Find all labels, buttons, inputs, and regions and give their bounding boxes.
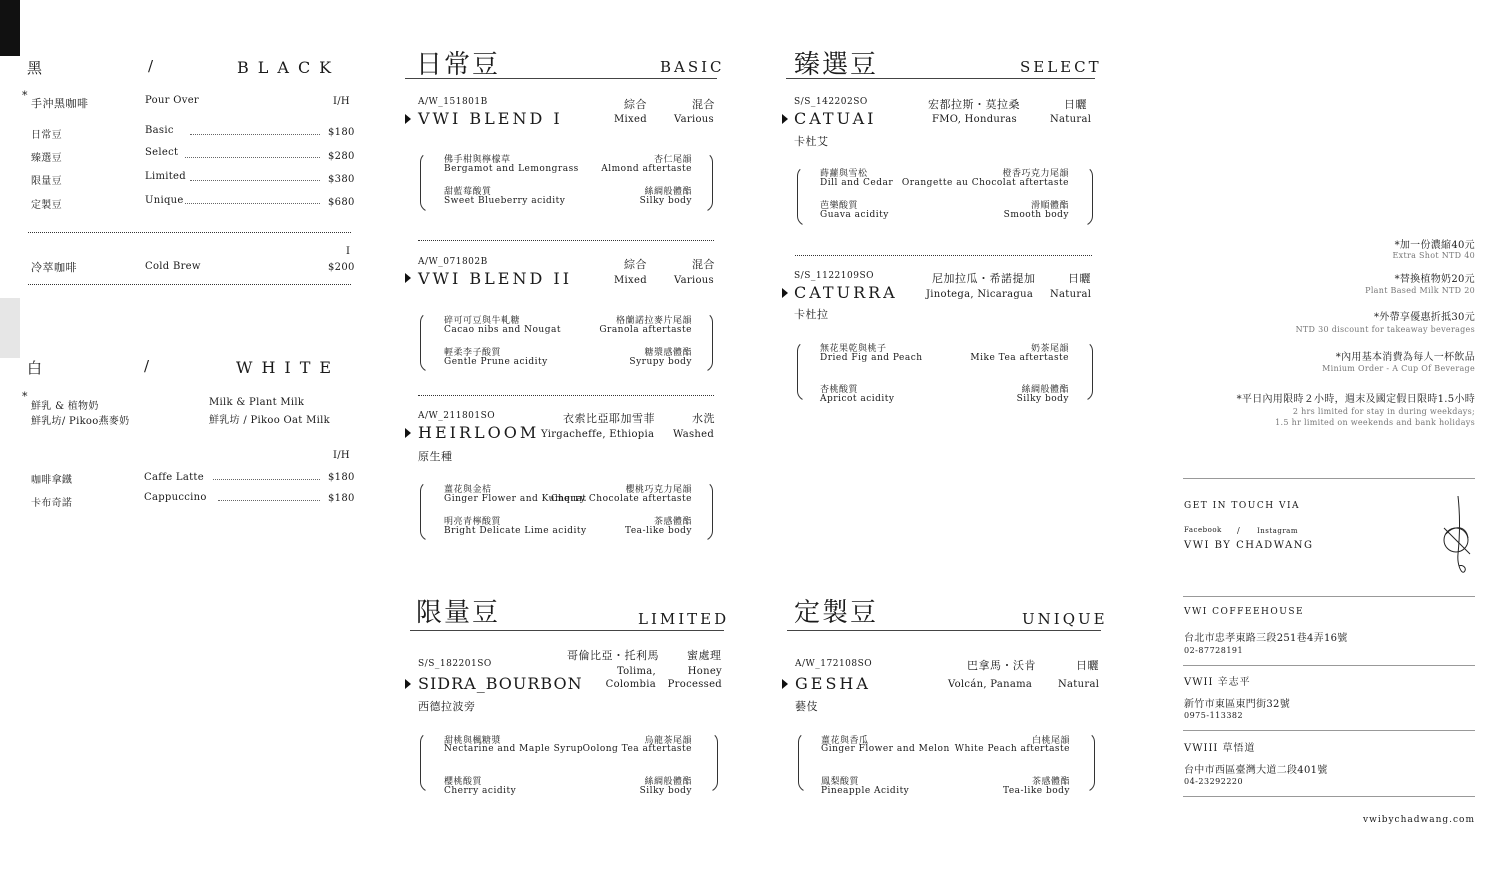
store-address: 新竹市東區東門街32號	[1184, 699, 1291, 710]
right-bracket	[1083, 341, 1093, 401]
menu-item-en: Cappuccino	[144, 492, 207, 503]
bean-origin-en: Mixed	[614, 114, 647, 125]
pour-star: *	[22, 89, 28, 102]
menu-item-en: Select	[145, 147, 179, 158]
website-link[interactable]: vwibychadwang.com	[1363, 815, 1475, 825]
note-en: Dried Fig and Peach	[820, 353, 923, 363]
note-en: Orangette au Chocolat aftertaste	[901, 178, 1069, 188]
menu-item-price: $680	[328, 197, 355, 208]
store-address: 台中市西區臺灣大道二段401號	[1184, 765, 1328, 776]
bean-origin-cn: 綜合	[624, 258, 647, 271]
note-en: Bright Delicate Lime acidity	[444, 526, 587, 536]
menu-item-price: $280	[328, 151, 355, 162]
pour-ih-label: I/H	[333, 96, 350, 107]
note-line-cn: *內用基本消費為每人一杯飲品	[1335, 352, 1475, 363]
bean-process-en2: Processed	[667, 679, 722, 690]
milk-option-cn2: 鮮乳坊/ Pikoo燕麥奶	[31, 416, 130, 427]
menu-item-price: $380	[328, 174, 355, 185]
bean-process-en: Natural	[1050, 114, 1092, 125]
select-title-en: SELECT	[1020, 58, 1102, 76]
divider	[28, 232, 351, 233]
note-en: Bergamot and Lemongrass	[444, 164, 579, 174]
note-line-en: Extra Shot NTD 40	[1392, 251, 1475, 260]
social-handle[interactable]: VWI BY CHADWANG	[1184, 540, 1314, 551]
note-line-cn: *加一份濃縮40元	[1394, 240, 1475, 251]
note-en: Nectarine and Maple Syrup	[444, 744, 584, 754]
left-bracket	[420, 152, 430, 212]
bean-name[interactable]: VWI BLEND I	[418, 109, 563, 128]
menu-item-en: Caffe Latte	[144, 472, 204, 483]
divider	[418, 395, 714, 396]
left-bracket	[798, 732, 808, 792]
bean-process-en: Various	[674, 275, 714, 286]
menu-item-cn: 限量豆	[31, 176, 62, 187]
note-en: Apricot acidity	[820, 394, 895, 404]
right-bracket	[703, 312, 713, 372]
menu-item-cn: 卡布奇諾	[31, 498, 73, 509]
menu-item-cn: 臻選豆	[31, 153, 62, 164]
bean-name[interactable]: HEIRLOOM	[418, 423, 540, 442]
note-en: Tea-like body	[625, 526, 692, 536]
bean-subtitle-cn: 卡杜拉	[794, 308, 829, 321]
cold-i-label: I	[346, 246, 351, 257]
bean-subtitle-cn: 西德拉波旁	[418, 700, 476, 713]
bean-name[interactable]: GESHA	[795, 674, 871, 693]
note-en: Pineapple Acidity	[821, 786, 910, 796]
bean-name[interactable]: CATUAI	[794, 109, 877, 128]
note-cn: 絲綢般體酯	[644, 187, 692, 197]
bean-process-cn: 混合	[692, 98, 715, 111]
bean-code: S/S_1122109SO	[794, 271, 874, 281]
note-cn: 橙香巧克力尾韻	[1002, 169, 1069, 179]
note-cn: 鳳梨酸質	[821, 777, 860, 787]
bean-subtitle-cn: 藝伎	[795, 700, 818, 713]
bean-process-cn: 日曬	[1076, 659, 1099, 672]
cold-brew-en: Cold Brew	[145, 261, 201, 272]
divider	[1183, 796, 1475, 797]
bean-process-en: Honey	[687, 666, 722, 677]
note-en: Sweet Blueberry acidity	[444, 196, 566, 206]
menu-item-cn: 咖啡拿鐵	[31, 475, 73, 486]
milk-option-cn: 鮮乳 & 植物奶	[31, 401, 99, 412]
bean-process-cn: 混合	[692, 258, 715, 271]
triangle-arrow-icon	[782, 679, 788, 689]
divider	[795, 255, 1092, 256]
note-en: White Peach aftertaste	[954, 744, 1070, 754]
pour-over-en: Pour Over	[145, 95, 199, 106]
left-bracket	[797, 166, 807, 226]
left-bracket	[797, 341, 807, 401]
menu-item-price: $180	[328, 493, 355, 504]
note-en: Almond aftertaste	[601, 164, 692, 174]
note-cn: 杏仁尾韻	[653, 155, 692, 165]
note-cn: 茶感體酯	[653, 517, 692, 527]
note-cn: 蒔蘿與雪松	[820, 169, 868, 179]
note-cn: 甜桃與楓糖漿	[444, 736, 502, 746]
note-cn: 碎可可豆與牛軋糖	[444, 316, 521, 326]
divider	[1183, 596, 1475, 597]
right-bracket	[1083, 166, 1093, 226]
divider	[1183, 478, 1475, 479]
brand-logo-icon	[1438, 494, 1474, 578]
bean-name[interactable]: CATURRA	[794, 283, 898, 302]
divider	[1183, 665, 1475, 666]
note-cn: 薑花與香瓜	[821, 736, 869, 746]
note-en: Cherry Chocolate aftertaste	[550, 494, 692, 504]
note-en: Oolong Tea aftertaste	[582, 744, 692, 754]
basic-title-en: BASIC	[660, 58, 725, 76]
bean-process-cn: 蜜處理	[687, 649, 722, 662]
note-en: Guava acidity	[820, 210, 889, 220]
bean-origin-en: FMO, Honduras	[932, 114, 1017, 125]
bean-process-cn: 水洗	[692, 412, 715, 425]
left-bracket	[420, 312, 430, 372]
leader-dots	[190, 180, 320, 181]
note-en: Smooth body	[1003, 210, 1069, 220]
bean-origin-en: Mixed	[614, 275, 647, 286]
note-line-en: Minium Order - A Cup Of Beverage	[1322, 364, 1475, 373]
note-cn: 甜藍莓酸質	[444, 187, 492, 197]
bean-process-en: Various	[674, 114, 714, 125]
note-cn: 滑順體酯	[1030, 201, 1069, 211]
bean-origin-cn: 哥倫比亞・托利馬	[567, 649, 659, 662]
note-en: Ginger Flower and Kumquat	[444, 494, 587, 504]
note-cn: 奶茶尾韻	[1030, 344, 1069, 354]
note-en: Granola aftertaste	[599, 325, 692, 335]
black-title-slash: /	[148, 57, 154, 75]
triangle-arrow-icon	[405, 428, 411, 438]
white-title-cn: 白	[27, 359, 43, 377]
white-ih-label: I/H	[333, 450, 350, 461]
bean-origin-cn: 巴拿馬・沃肯	[967, 659, 1036, 672]
section-rule	[786, 78, 1095, 79]
instagram-link[interactable]: Instagram	[1257, 527, 1298, 535]
bean-name[interactable]: VWI BLEND II	[418, 269, 573, 288]
note-cn: 明亮青檸酸質	[444, 517, 502, 527]
section-rule	[410, 630, 724, 631]
store-phone[interactable]: 0975-113382	[1184, 711, 1244, 720]
store-phone[interactable]: 02-87728191	[1184, 646, 1244, 655]
bean-origin-cn: 宏都拉斯・莫拉桑	[928, 98, 1020, 111]
menu-item-price: $180	[328, 127, 355, 138]
divider	[28, 284, 351, 285]
store-name: VWI COFFEEHOUSE	[1184, 607, 1305, 617]
right-bracket	[708, 732, 718, 792]
basic-title-cn: 日常豆	[416, 50, 501, 80]
milk-option-en: Milk & Plant Milk	[209, 397, 305, 408]
bean-origin-en: Yirgacheffe, Ethiopia	[541, 429, 655, 440]
cold-brew-price: $200	[328, 262, 355, 273]
section-rule	[405, 78, 717, 79]
section-rule	[787, 630, 1101, 631]
right-bracket	[703, 152, 713, 212]
milk-option-en2: 鮮乳坊 / Pikoo Oat Milk	[209, 415, 330, 426]
section-tab-white[interactable]	[0, 298, 20, 358]
limited-title-en: LIMITED	[638, 610, 730, 628]
note-cn: 薑花與金桔	[444, 485, 492, 495]
bean-process-en: Natural	[1058, 679, 1100, 690]
note-cn: 佛手柑與檸檬草	[444, 155, 511, 165]
select-title-cn: 臻選豆	[794, 50, 879, 80]
unique-title-cn: 定製豆	[794, 598, 879, 628]
leader-dots	[218, 500, 320, 501]
menu-item-price: $180	[328, 472, 355, 483]
note-line-en: 2 hrs limited for stay in during weekdays;	[1292, 407, 1475, 416]
white-title-en: WHITE	[236, 358, 341, 377]
note-cn: 絲綢般體酯	[1021, 385, 1069, 395]
note-line-en2: 1.5 hr limited on weekends and bank holidays	[1275, 418, 1475, 427]
store-phone[interactable]: 04-23292220	[1184, 777, 1244, 786]
right-bracket	[1085, 732, 1095, 792]
note-line-en: Plant Based Milk NTD 20	[1365, 286, 1475, 295]
menu-item-cn: 定製豆	[31, 200, 62, 211]
note-cn: 輕柔李子酸質	[444, 348, 502, 358]
black-title-en: BLACK	[237, 58, 341, 77]
leader-dots	[213, 479, 320, 480]
note-en: Dill and Cedar	[820, 178, 894, 188]
unique-title-en: UNIQUE	[1022, 610, 1108, 628]
note-cn: 茶感體酯	[1031, 777, 1070, 787]
left-bracket	[420, 732, 430, 792]
divider	[1183, 730, 1475, 731]
bean-process-en: Natural	[1050, 289, 1092, 300]
note-en: Syrupy body	[629, 357, 692, 367]
store-name: VWIII 草悟道	[1184, 743, 1256, 754]
facebook-link[interactable]: Facebook	[1184, 526, 1222, 534]
note-line-cn: *外帶享優惠折抵30元	[1373, 312, 1475, 323]
divider	[418, 240, 714, 241]
note-cn: 格蘭諾拉麥片尾韻	[615, 316, 692, 326]
menu-item-en: Basic	[145, 125, 174, 136]
link-separator: /	[1237, 526, 1240, 535]
contact-title: GET IN TOUCH VIA	[1184, 501, 1301, 511]
menu-item-cn: 日常豆	[31, 130, 62, 141]
pour-over-cn: 手沖黑咖啡	[31, 97, 89, 110]
leader-dots	[190, 134, 320, 135]
bean-name[interactable]: SIDRA_BOURBON	[418, 674, 583, 693]
black-title-cn: 黑	[27, 59, 43, 77]
note-en: Mike Tea aftertaste	[970, 353, 1069, 363]
triangle-arrow-icon	[405, 679, 411, 689]
note-en: Silky body	[639, 196, 692, 206]
note-line-en: NTD 30 discount for takeaway beverages	[1295, 325, 1475, 334]
note-en: Cherry acidity	[444, 786, 517, 796]
triangle-arrow-icon	[405, 273, 411, 283]
bean-code: A/W_071802B	[418, 257, 488, 267]
bean-origin-en2: Colombia	[605, 679, 656, 690]
note-en: Silky body	[639, 786, 692, 796]
bean-code: A/W_151801B	[418, 97, 488, 107]
note-line-cn: *平日內用限時２小時，週末及國定假日限時1.5小時	[1236, 394, 1475, 405]
menu-item-en: Limited	[145, 171, 186, 182]
note-cn: 糖漿感體酯	[644, 348, 692, 358]
leader-dots	[185, 157, 320, 158]
note-en: Silky body	[1016, 394, 1069, 404]
note-cn: 杏桃酸質	[820, 385, 859, 395]
bean-origin-en: Jinotega, Nicaragua	[926, 289, 1034, 300]
bean-origin-en: Volcán, Panama	[948, 679, 1033, 690]
note-en: Cacao nibs and Nougat	[444, 325, 561, 335]
white-title-slash: /	[144, 357, 150, 375]
bean-code: A/W_172108SO	[795, 659, 873, 669]
bean-process-cn: 日曬	[1068, 272, 1091, 285]
bean-origin-en: Tolima,	[616, 666, 656, 677]
store-address: 台北市忠孝東路三段251巷4弄16號	[1184, 633, 1348, 644]
note-en: Gentle Prune acidity	[444, 357, 548, 367]
bean-origin-cn: 綜合	[624, 98, 647, 111]
cold-brew-cn: 冷萃咖啡	[31, 261, 77, 274]
note-cn: 櫻桃酸質	[444, 777, 483, 787]
note-cn: 絲綢般體酯	[644, 777, 692, 787]
triangle-arrow-icon	[782, 288, 788, 298]
triangle-arrow-icon	[782, 114, 788, 124]
leader-dots	[185, 203, 320, 204]
note-cn: 白桃尾韻	[1031, 736, 1070, 746]
limited-title-cn: 限量豆	[416, 598, 501, 628]
left-bracket	[420, 481, 430, 541]
note-en: Tea-like body	[1003, 786, 1070, 796]
menu-item-en: Unique	[145, 195, 184, 206]
note-cn: 櫻桃巧克力尾韻	[625, 485, 692, 495]
bean-code: A/W_211801SO	[418, 411, 496, 421]
triangle-arrow-icon	[405, 114, 411, 124]
bean-origin-cn: 衣索比亞耶加雪菲	[563, 412, 655, 425]
note-cn: 無花果乾與桃子	[820, 344, 887, 354]
note-line-cn: *替換植物奶20元	[1394, 274, 1475, 285]
section-tab-black[interactable]	[0, 0, 20, 56]
bean-code: S/S_182201SO	[418, 659, 492, 669]
bean-subtitle-cn: 原生種	[418, 450, 453, 463]
milk-star: *	[22, 390, 28, 403]
note-cn: 芭樂酸質	[820, 201, 859, 211]
bean-subtitle-cn: 卡杜艾	[794, 135, 829, 148]
bean-process-cn: 日曬	[1064, 98, 1087, 111]
bean-process-en: Washed	[673, 429, 715, 440]
bean-origin-cn: 尼加拉瓜・希諾提加	[932, 272, 1036, 285]
bean-code: S/S_142202SO	[794, 97, 868, 107]
right-bracket	[703, 481, 713, 541]
store-name: VWII 辛志平	[1184, 677, 1251, 688]
note-en: Ginger Flower and Melon	[821, 744, 950, 754]
note-cn: 烏龍茶尾韻	[644, 736, 692, 746]
